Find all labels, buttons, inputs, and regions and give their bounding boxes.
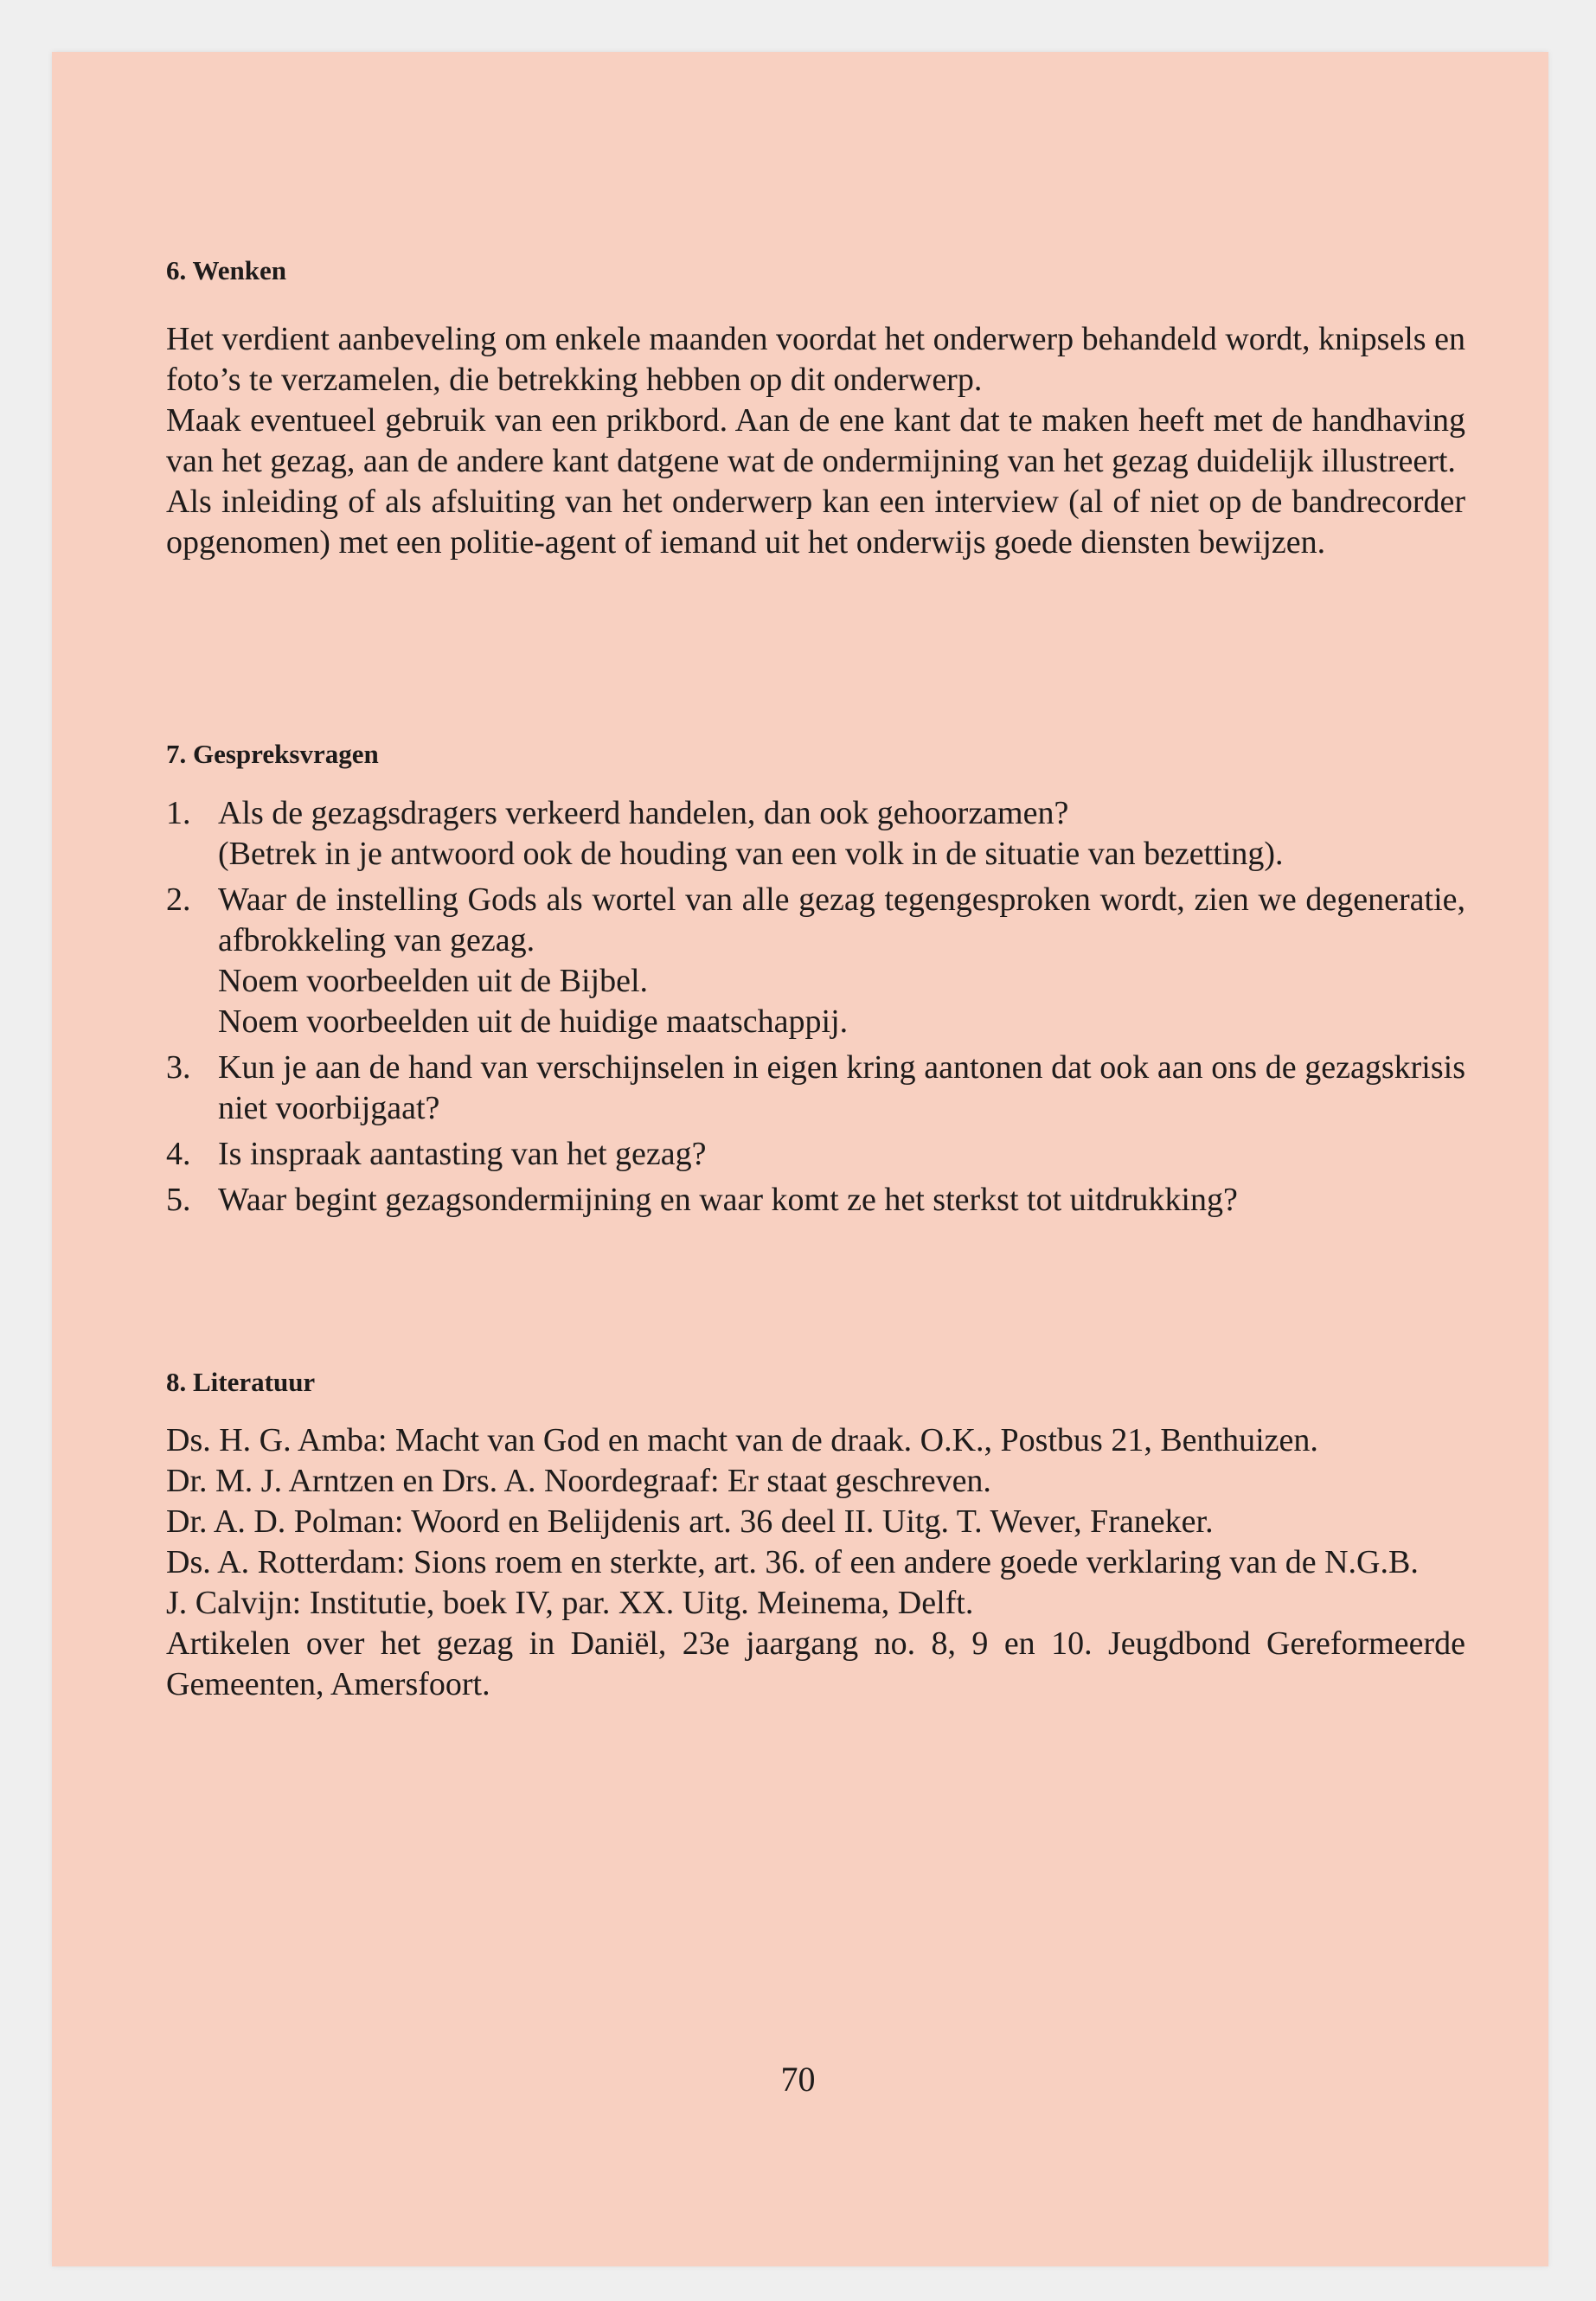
paragraph: Maak eventueel gebruik van een prikbord. Aan de ene kant dat te maken heeft met de handhaving van het gezag, aan de andere kant datgene wat de ondermijning van het gezag duidelijk illustreert. <box>166 402 1465 479</box>
section-heading-wenken: 6. Wenken <box>166 255 286 285</box>
question-number: 4. <box>166 1136 191 1172</box>
section-heading-literatuur: 8. Literatuur <box>166 1367 316 1397</box>
literature-entry: J. Calvijn: Institutie, boek IV, par. XX. Uitg. Meinema, Delft. <box>166 1585 974 1621</box>
section-heading-gespreksvragen: 7. Gespreksvragen <box>166 739 379 769</box>
question-line: Waar de instelling Gods als wortel van alle gezag tegengesproken wordt, zien we degeneratie, afbrokkeling van gezag. <box>218 881 1465 958</box>
question-text <box>218 1134 1465 1175</box>
question-line: Is inspraak aantasting van het gezag? <box>218 1136 707 1172</box>
question-list <box>166 793 1465 1226</box>
question-text <box>218 1048 1465 1129</box>
literature-entry: Ds. H. G. Amba: Macht van God en macht van de draak. O.K., Postbus 21, Benthuizen. <box>166 1422 1318 1458</box>
question-text <box>218 880 1465 1042</box>
literature-entry: Dr. M. J. Arntzen en Drs. A. Noordegraaf: Er staat geschreven. <box>166 1463 991 1499</box>
question-line: (Betrek in je antwoord ook de houding van een volk in de situatie van bezetting). <box>218 836 1284 872</box>
literature-entry: Dr. A. D. Polman: Woord en Belijdenis art. 36 deel II. Uitg. T. Wever, Franeker. <box>166 1503 1214 1540</box>
question-line: Noem voorbeelden uit de huidige maatschappij. <box>218 1003 849 1040</box>
question-line: Noem voorbeelden uit de Bijbel. <box>218 963 649 999</box>
list-item <box>166 1180 1465 1221</box>
list-item <box>166 880 1465 1042</box>
list-item <box>166 1048 1465 1129</box>
question-number: 3. <box>166 1049 191 1086</box>
question-number: 2. <box>166 881 191 918</box>
list-item <box>166 1134 1465 1175</box>
question-line: Waar begint gezagsondermijning en waar komt ze het sterkst tot uitdrukking? <box>218 1182 1238 1218</box>
question-line: Als de gezagsdragers verkeerd handelen, dan ook gehoorzamen? <box>218 795 1069 831</box>
page-number: 70 <box>780 2060 816 2099</box>
literature-list <box>166 1420 1465 1705</box>
list-item <box>166 793 1465 875</box>
literature-entry: Artikelen over het gezag in Daniël, 23e jaargang no. 8, 9 en 10. Jeugdbond Gereformeerde Gemeenten, Amersfoort. <box>166 1625 1465 1702</box>
section-body-wenken <box>166 319 1465 563</box>
question-number: 1. <box>166 795 191 831</box>
question-text <box>218 1180 1465 1221</box>
literature-entry: Ds. A. Rotterdam: Sions roem en sterkte, art. 36. of een andere goede verklaring van de N.G.B. <box>166 1544 1419 1580</box>
question-line: Kun je aan de hand van verschijnselen in eigen kring aantonen dat ook aan ons de gezagskrisis niet voorbijgaat? <box>218 1049 1465 1126</box>
paragraph: Het verdient aanbeveling om enkele maanden voordat het onderwerp behandeld wordt, knipsels en foto’s te verzamelen, die betrekking hebben op dit onderwerp. <box>166 321 1465 398</box>
paragraph: Als inleiding of als afsluiting van het onderwerp kan een interview (al of niet op de bandrecorder opgenomen) met een politie-agent of iemand uit het onderwijs goede diensten bewijzen. <box>166 484 1465 561</box>
question-number: 5. <box>166 1182 191 1218</box>
question-text <box>218 793 1465 875</box>
